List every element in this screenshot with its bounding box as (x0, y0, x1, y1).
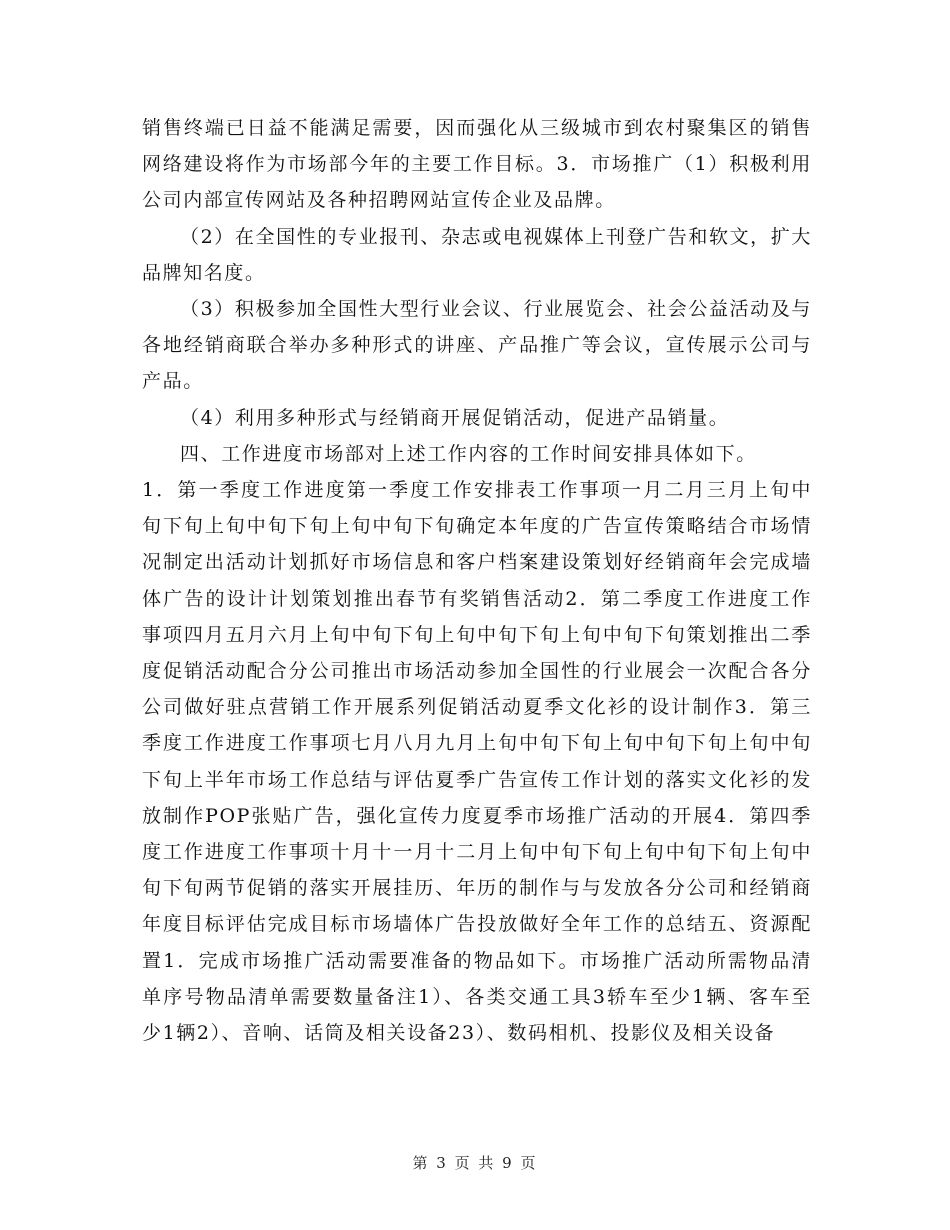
document-body (142, 110, 812, 1051)
paragraph-1: 销售终端已日益不能满足需要，因而强化从三级城市到农村聚集区的销售网络建设将作为市场部今年的主要工作目标。3．市场推广（1）积极利用公司内部宣传网站及各种招聘网站宣传企业及品牌。 (142, 117, 812, 212)
paragraph-4: （4）利用多种形式与经销商开展促销活动，促进产品销量。 (180, 406, 730, 429)
page-number-footer: 第 3 页 共 9 页 (412, 1154, 538, 1172)
paragraph-6: 1．第一季度工作进度第一季度工作安排表工作事项一月二月三月上旬中旬下旬上旬中旬下旬上旬中旬下旬确定本年度的广告宣传策略结合市场情况制定出活动计划抓好市场信息和客户档案建设策划好经销商年会完成墙体广告的设计计划策划推出春节有奖销售活动2．第二季度工作进度工作事项四月五月六月上旬中旬下旬上旬中旬下旬上旬中旬下旬策划推出二季度促销活动配合分公司推出市场活动参加全国性的行业展会一次配合各分公司做好驻点营销工作开展系列促销活动夏季文化衫的设计制作3．第三季度工作进度工作事项七月八月九月上旬中旬下旬上旬中旬下旬上旬中旬下旬上半年市场工作总结与评估夏季广告宣传工作计划的落实文化衫的发放制作POP张贴广告，强化宣传力度夏季市场推广活动的开展4．第四季度工作进度工作事项十月十一月十二月上旬中旬下旬上旬中旬下旬上旬中旬下旬两节促销的落实开展挂历、年历的制作与与发放各分公司和经销商年度目标评估完成目标市场墙体广告投放做好全年工作的总结五、资源配置1．完成市场推广活动需要准备的物品如下。市场推广活动所需物品清单序号物品清单需要数量备注1）、各类交通工具3轿车至少1辆、客车至少1辆2）、音响、话筒及相关设备23）、数码相机、投影仪及相关设备 (142, 479, 812, 1045)
paragraph-2: （2）在全国性的专业报刊、杂志或电视媒体上刊登广告和软文，扩大品牌知名度。 (142, 225, 812, 284)
paragraph-5: 四、工作进度市场部对上述工作内容的工作时间安排具体如下。 (180, 442, 757, 465)
paragraph-3: （3）积极参加全国性大型行业会议、行业展览会、社会公益活动及与各地经销商联合举办多种形式的讲座、产品推广等会议，宣传展示公司与产品。 (142, 298, 812, 393)
